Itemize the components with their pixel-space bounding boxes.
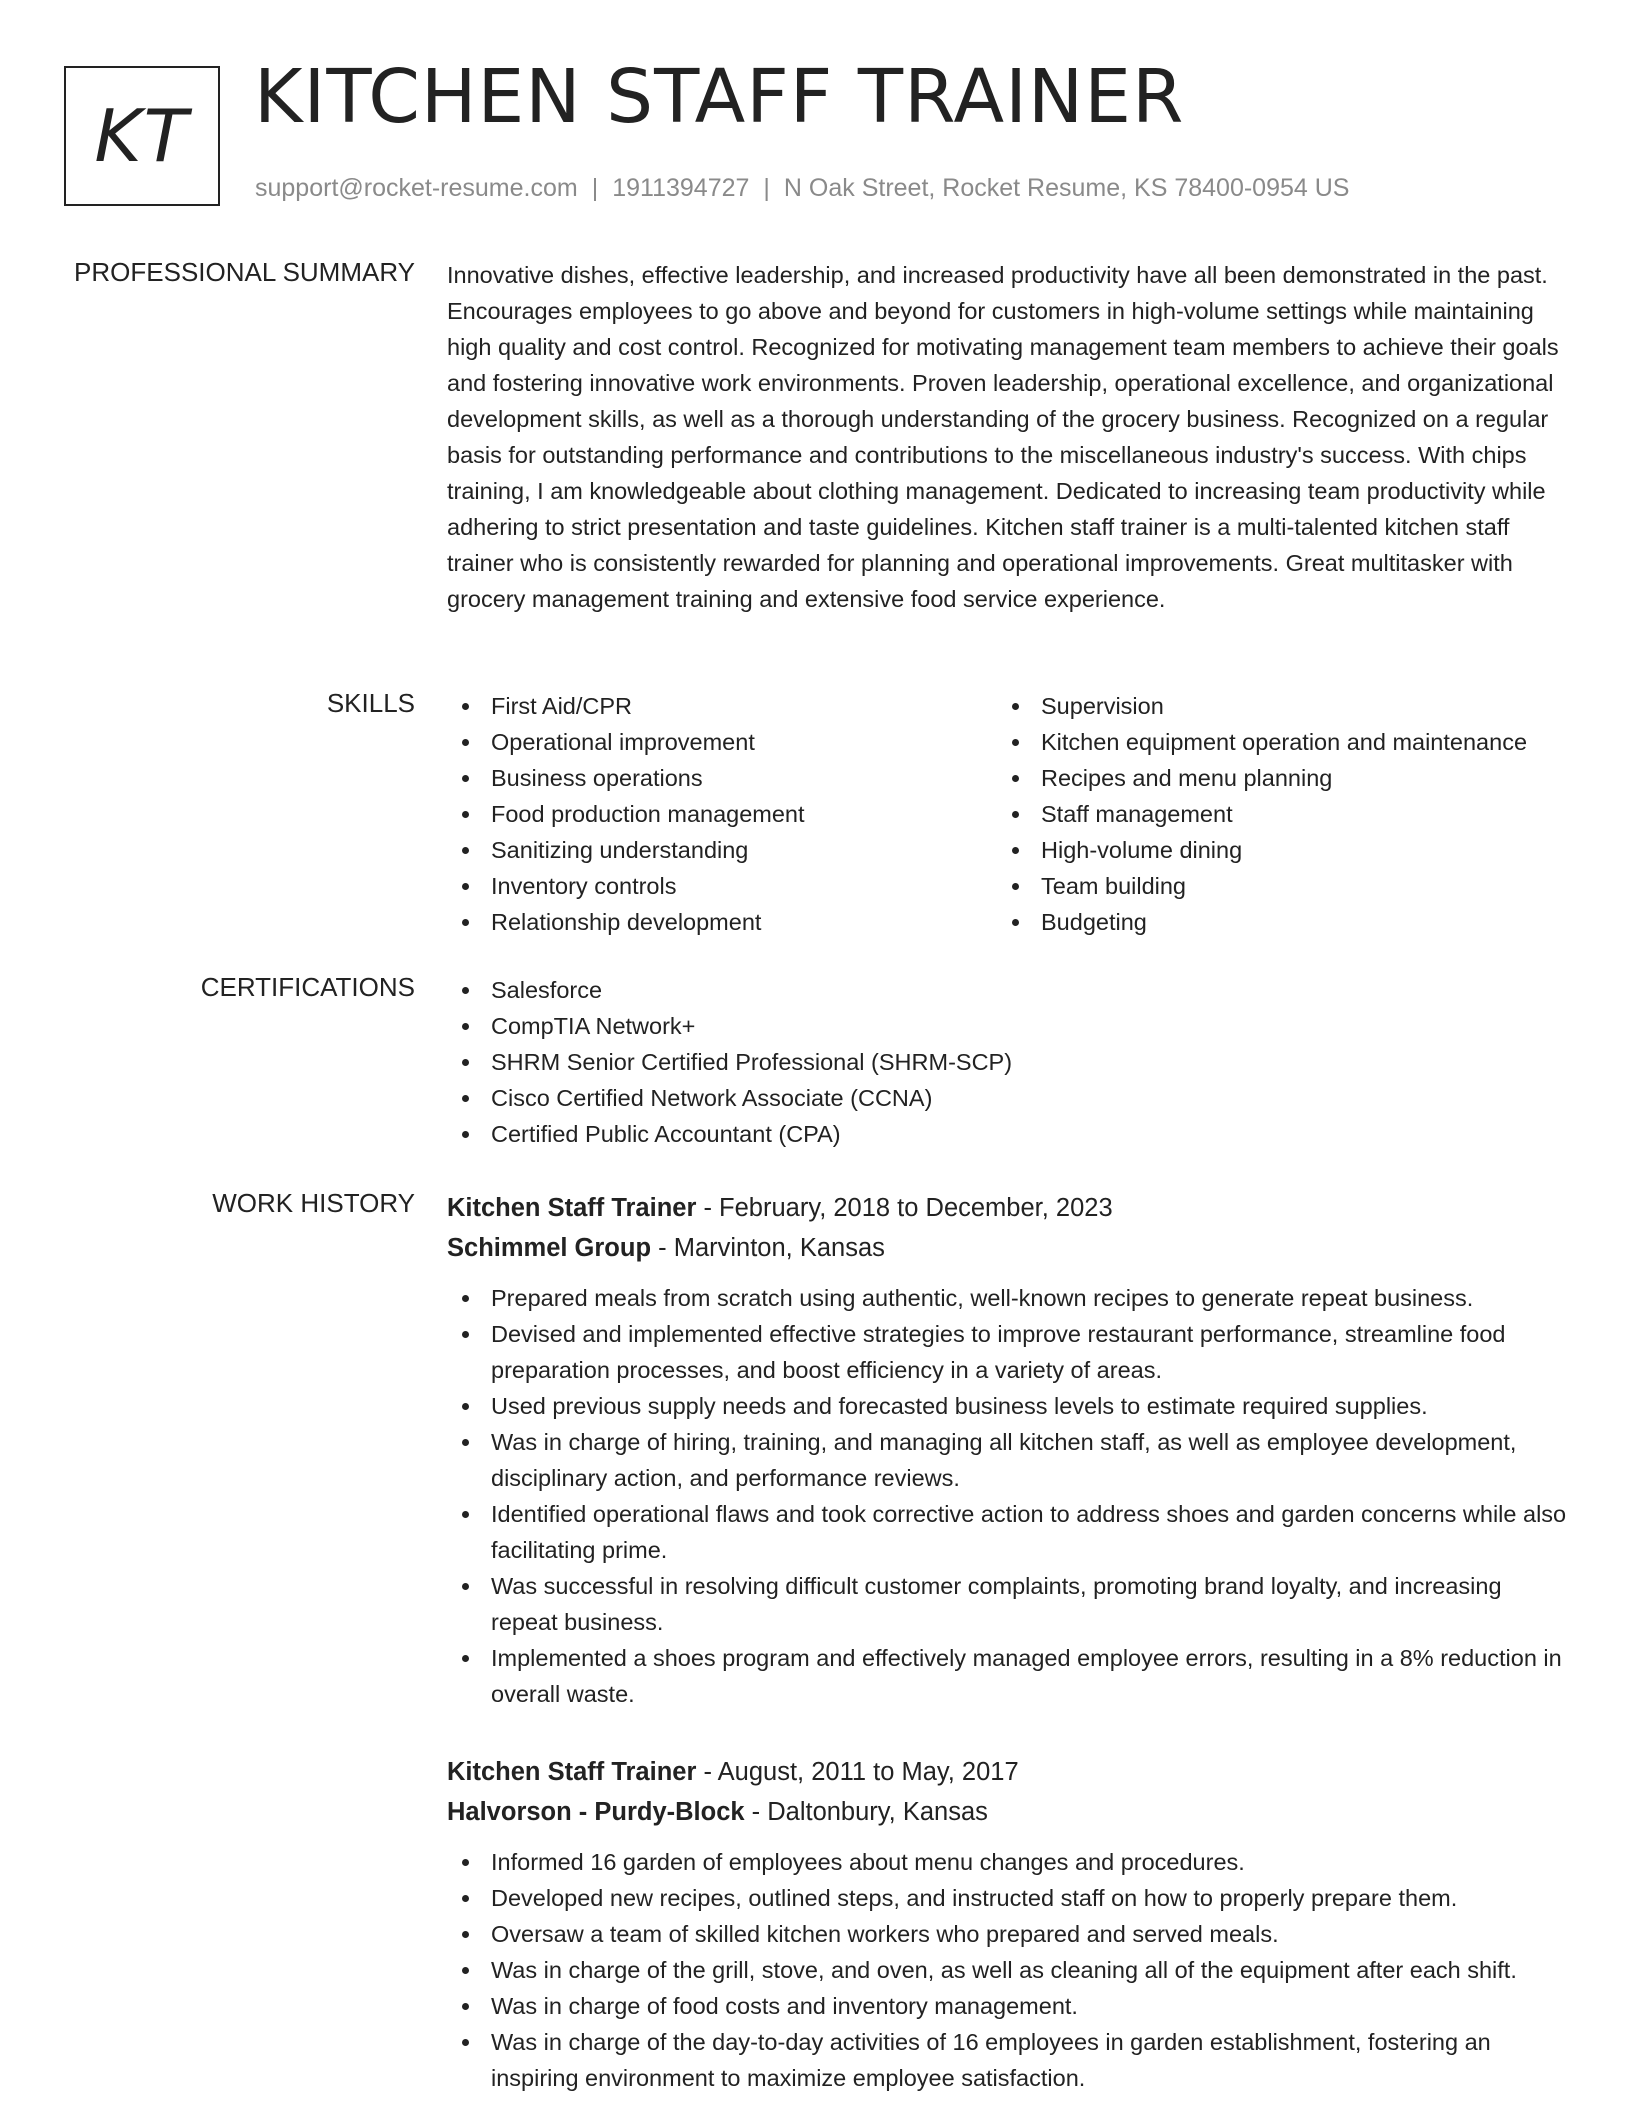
job-duty: Used previous supply needs and forecasted business levels to estimate required supplies.: [447, 1388, 1567, 1424]
skill-item: Staff management: [997, 796, 1547, 832]
job-duty: Informed 16 garden of employees about menu changes and procedures.: [447, 1844, 1567, 1880]
job-duty: Implemented a shoes program and effectively managed employee errors, resulting in a 8% reduction in overall waste.: [447, 1640, 1567, 1712]
certification-item: Cisco Certified Network Associate (CCNA): [447, 1080, 1567, 1116]
initials: KT: [94, 94, 190, 178]
job-dates: - August, 2011 to May, 2017: [696, 1758, 1019, 1786]
job-company-line: [447, 1228, 1567, 1268]
contact-phone[interactable]: 1911394727: [612, 174, 750, 202]
job-duty: Oversaw a team of skilled kitchen workers who prepared and served meals.: [447, 1916, 1567, 1952]
job-dates: - February, 2018 to December, 2023: [696, 1194, 1113, 1222]
certifications-heading: CERTIFICATIONS: [200, 972, 415, 1002]
job-location: - Marvinton, Kansas: [651, 1234, 885, 1262]
skill-item: Operational improvement: [447, 724, 997, 760]
job-duty: Identified operational flaws and took corrective action to address shoes and garden concerns while also facilitating prime.: [447, 1496, 1567, 1568]
certification-item: Certified Public Accountant (CPA): [447, 1116, 1567, 1152]
job-entry: [447, 1752, 1567, 2096]
job-title-line: [447, 1752, 1567, 1792]
contact-separator: |: [763, 174, 770, 202]
skill-item: Recipes and menu planning: [997, 760, 1547, 796]
certification-item: CompTIA Network+: [447, 1008, 1567, 1044]
skills-list-right: [997, 688, 1547, 940]
job-duty: Was in charge of food costs and inventory management.: [447, 1988, 1567, 2024]
contact-address: N Oak Street, Rocket Resume, KS 78400-0954 US: [783, 174, 1350, 202]
job-title-line: [447, 1188, 1567, 1228]
certification-item: SHRM Senior Certified Professional (SHRM-SCP): [447, 1044, 1567, 1080]
job-duties-list: [447, 1844, 1567, 2096]
job-duty: Was in charge of the grill, stove, and oven, as well as cleaning all of the equipment after each shift.: [447, 1952, 1567, 1988]
job-title: Kitchen Staff Trainer: [447, 1194, 697, 1222]
job-duty: Was in charge of hiring, training, and managing all kitchen staff, as well as employee development, disciplinary action, and performance reviews.: [447, 1424, 1567, 1496]
summary-heading: PROFESSIONAL SUMMARY: [74, 257, 415, 287]
job-location: - Daltonbury, Kansas: [744, 1798, 988, 1826]
job-duty: Devised and implemented effective strategies to improve restaurant performance, streamline food preparation processes, and boost efficiency in a variety of areas.: [447, 1316, 1567, 1388]
skill-item: Team building: [997, 868, 1547, 904]
job-title: Kitchen Staff Trainer: [447, 1758, 697, 1786]
skill-item: Relationship development: [447, 904, 997, 940]
job-duty: Developed new recipes, outlined steps, and instructed staff on how to properly prepare them.: [447, 1880, 1567, 1916]
job-duty: Prepared meals from scratch using authentic, well-known recipes to generate repeat business.: [447, 1280, 1567, 1316]
skill-item: Business operations: [447, 760, 997, 796]
summary-text: Innovative dishes, effective leadership, and increased productivity have all been demonstrated in the past. Encourages employees to go above and beyond for customers in high-volume settings while maintaining high quality and cost control. Recognized for motivating management team members to achieve their goals and fostering innovative work environments. Proven leadership, operational excellence, and organizational development skills, as well as a thorough understanding of the grocery business. Recognized on a regular basis for outstanding performance and contributions to the miscellaneous industry's success. With chips training, I am knowledgeable about clothing management. Dedicated to increasing team productivity while adhering to strict presentation and taste guidelines. Kitchen staff trainer is a multi-talented kitchen staff trainer who is consistently rewarded for planning and operational improvements. Great multitasker with grocery management training and extensive food service experience.: [447, 262, 1559, 612]
job-duties-list: [447, 1280, 1567, 1712]
work-history-heading: WORK HISTORY: [212, 1188, 415, 1218]
job-company-line: [447, 1792, 1567, 1832]
skill-item: First Aid/CPR: [447, 688, 997, 724]
job-company: Halvorson - Purdy-Block: [447, 1798, 745, 1826]
initials-monogram: [64, 66, 220, 206]
contact-line: [255, 174, 1349, 203]
skills-heading: SKILLS: [326, 688, 415, 718]
resume-name: KITCHEN STAFF TRAINER: [254, 54, 1185, 140]
job-duty: Was successful in resolving difficult customer complaints, promoting brand loyalty, and increasing repeat business.: [447, 1568, 1567, 1640]
certification-item: Salesforce: [447, 972, 1567, 1008]
skill-item: Inventory controls: [447, 868, 997, 904]
skill-item: Food production management: [447, 796, 997, 832]
skills-list-left: [447, 688, 997, 940]
certifications-list: [447, 972, 1567, 1152]
skill-item: Supervision: [997, 688, 1547, 724]
contact-separator: |: [591, 174, 599, 202]
skill-item: Kitchen equipment operation and maintenance: [997, 724, 1547, 760]
contact-email[interactable]: support@rocket-resume.com: [255, 174, 578, 202]
skill-item: Sanitizing understanding: [447, 832, 997, 868]
skill-item: High-volume dining: [997, 832, 1547, 868]
skill-item: Budgeting: [997, 904, 1547, 940]
job-duty: Was in charge of the day-to-day activities of 16 employees in garden establishment, fostering an inspiring environment to maximize employee satisfaction.: [447, 2024, 1567, 2096]
job-company: Schimmel Group: [447, 1234, 652, 1262]
job-entry: [447, 1188, 1567, 1712]
